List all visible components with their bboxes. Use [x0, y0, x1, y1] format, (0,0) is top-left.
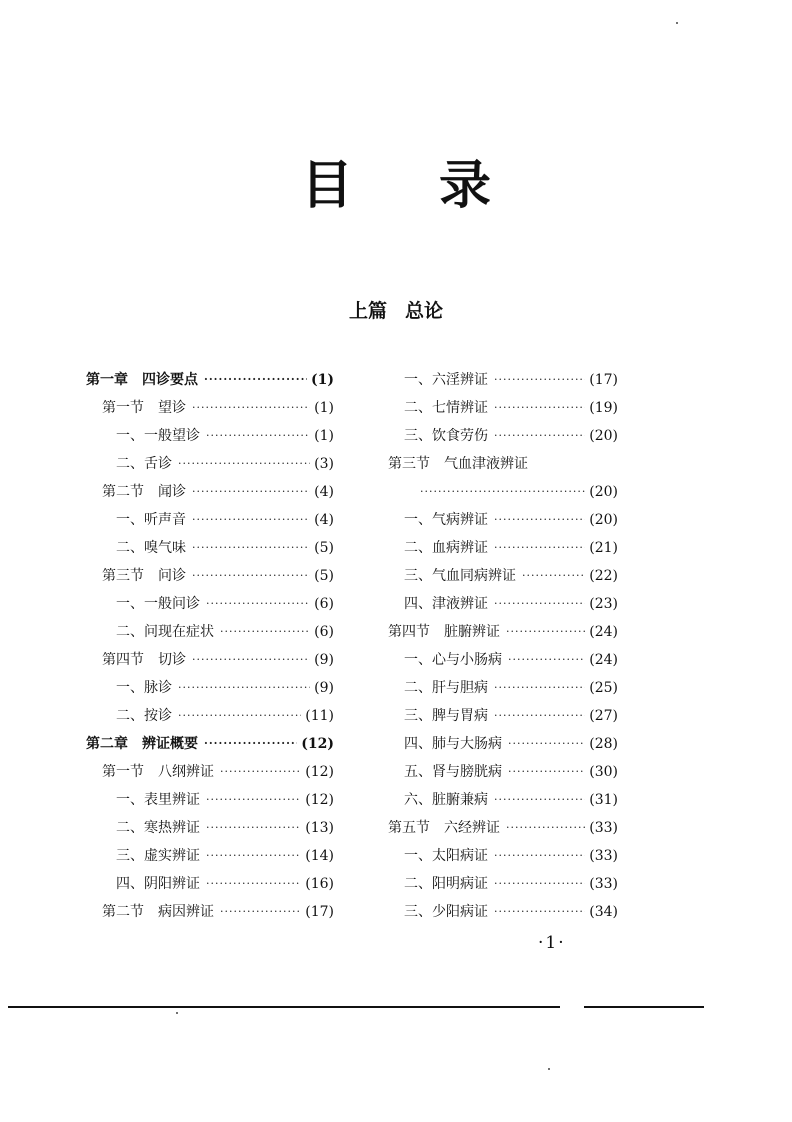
toc-leader-dots	[206, 814, 301, 842]
toc-entry	[386, 758, 618, 786]
toc-entry	[86, 786, 334, 814]
toc-entry-label: 三、虚实辨证	[116, 848, 200, 864]
toc-left-column	[86, 366, 334, 926]
toc-entry-label: 一、一般望诊	[116, 428, 200, 444]
toc-entry-label: 四、阴阳辨证	[116, 876, 200, 892]
toc-leader-dots	[220, 898, 301, 926]
toc-entry	[386, 786, 618, 814]
toc-entry-label: 一、心与小肠病	[404, 652, 502, 668]
toc-entry	[386, 590, 618, 618]
toc-leader-dots	[192, 394, 310, 422]
toc-leader-dots	[506, 618, 585, 646]
toc-entry	[86, 646, 334, 674]
toc-entry	[86, 814, 334, 842]
toc-entry	[86, 562, 334, 590]
toc-entry-page: (6)	[314, 596, 334, 612]
section-part: 上篇	[348, 300, 387, 322]
toc-entry-page: (20)	[589, 428, 618, 444]
title-char-2: 录	[439, 155, 492, 216]
toc-leader-dots	[508, 758, 585, 786]
toc-entry	[86, 534, 334, 562]
toc-leader-dots	[206, 590, 310, 618]
bottom-rule-left	[8, 1006, 560, 1008]
title-char-1: 目	[300, 155, 353, 216]
toc-leader-dots	[178, 702, 301, 730]
toc-leader-dots	[494, 870, 585, 898]
toc-entry-label: 一、气病辨证	[404, 512, 488, 528]
toc-entry-page: (24)	[589, 652, 618, 668]
page-title	[0, 143, 792, 218]
toc-entry-page: (3)	[314, 456, 334, 472]
speck	[548, 1068, 550, 1070]
toc-entry-page: (1)	[314, 400, 334, 416]
toc-entry-label: 一、表里辨证	[116, 792, 200, 808]
toc-entry	[86, 506, 334, 534]
toc-entry-label: 三、饮食劳伤	[404, 428, 488, 444]
toc-leader-dots	[220, 758, 301, 786]
toc-entry	[386, 618, 618, 646]
toc-entry	[86, 478, 334, 506]
toc-entry-page: (19)	[589, 400, 618, 416]
toc-entry	[386, 366, 618, 394]
toc-entry-page: (6)	[314, 624, 334, 640]
toc-entry-page: (5)	[314, 540, 334, 556]
toc-leader-dots	[420, 478, 585, 506]
toc-entry-page: (33)	[589, 820, 618, 836]
toc-entry-page: (1)	[314, 428, 334, 444]
toc-entry-label: 二、嗅气味	[116, 540, 186, 556]
toc-leader-dots	[204, 730, 297, 758]
toc-entry	[86, 758, 334, 786]
toc-leader-dots	[508, 730, 585, 758]
toc-entry-page: (9)	[314, 680, 334, 696]
toc-entry	[86, 422, 334, 450]
toc-entry	[86, 366, 334, 394]
toc-entry	[386, 674, 618, 702]
toc-entry-label: 一、太阳病证	[404, 848, 488, 864]
toc-entry-page: (22)	[589, 568, 618, 584]
toc-entry-page: (21)	[589, 540, 618, 556]
toc-entry	[86, 590, 334, 618]
toc-entry-page: (31)	[589, 792, 618, 808]
toc-entry-page: (33)	[589, 876, 618, 892]
toc-entry	[86, 730, 334, 758]
toc-entry-page: (12)	[301, 736, 334, 752]
toc-leader-dots	[494, 422, 585, 450]
toc-entry	[86, 870, 334, 898]
toc-entry	[386, 506, 618, 534]
toc-entry	[386, 394, 618, 422]
toc-entry-page: (12)	[305, 792, 334, 808]
toc-entry-page: (20)	[589, 484, 618, 500]
toc-entry-label: 第四节 脏腑辨证	[388, 624, 500, 640]
toc-entry-label: 第一节 望诊	[102, 400, 186, 416]
toc-entry-page: (9)	[314, 652, 334, 668]
toc-leader-dots	[494, 590, 585, 618]
toc-entry-label: 一、一般问诊	[116, 596, 200, 612]
toc-entry-page: (27)	[589, 708, 618, 724]
section-heading	[0, 296, 792, 323]
toc-entry	[386, 842, 618, 870]
toc-leader-dots	[192, 478, 310, 506]
toc-entry	[386, 870, 618, 898]
bottom-rule-right	[584, 1006, 704, 1008]
toc-leader-dots	[508, 646, 585, 674]
toc-leader-dots	[206, 870, 301, 898]
toc-entry	[386, 562, 618, 590]
toc-entry-page: (17)	[305, 904, 334, 920]
toc-entry	[86, 842, 334, 870]
toc-leader-dots	[494, 898, 585, 926]
toc-entry	[86, 450, 334, 478]
toc-leader-dots	[494, 366, 585, 394]
toc-entry-page: (4)	[314, 512, 334, 528]
toc-entry-page: (16)	[305, 876, 334, 892]
toc-entry-label: 三、少阳病证	[404, 904, 488, 920]
toc-leader-dots	[506, 814, 585, 842]
toc-entry-label: 二、阳明病证	[404, 876, 488, 892]
toc-entry-label: 二、血病辨证	[404, 540, 488, 556]
toc-leader-dots	[192, 506, 310, 534]
toc-entry-label: 四、肺与大肠病	[404, 736, 502, 752]
toc-entry	[386, 814, 618, 842]
toc-entry-label: 三、脾与胃病	[404, 708, 488, 724]
toc-entry-label: 第二章 辨证概要	[86, 736, 198, 752]
toc-entry	[386, 898, 618, 926]
toc-leader-dots	[494, 786, 585, 814]
toc-entry	[86, 898, 334, 926]
page-number: ·1·	[538, 933, 566, 953]
toc-entry	[386, 478, 618, 506]
toc-leader-dots	[220, 618, 310, 646]
toc-entry-page: (25)	[589, 680, 618, 696]
toc-entry-page: (1)	[311, 372, 334, 388]
toc-leader-dots	[192, 534, 310, 562]
toc-entry-label: 一、脉诊	[116, 680, 172, 696]
toc-right-column	[386, 366, 618, 926]
toc-entry	[386, 702, 618, 730]
toc-leader-dots	[204, 366, 307, 394]
toc-entry-page: (23)	[589, 596, 618, 612]
toc-leader-dots	[494, 506, 585, 534]
speck	[176, 1012, 178, 1014]
toc-entry-label: 第三节 气血津液辨证	[388, 456, 528, 472]
toc-entry-page: (4)	[314, 484, 334, 500]
toc-leader-dots	[494, 702, 585, 730]
toc-entry-page: (14)	[305, 848, 334, 864]
toc-entry-label: 一、听声音	[116, 512, 186, 528]
toc-entry	[386, 646, 618, 674]
toc-entry-label: 五、肾与膀胱病	[404, 764, 502, 780]
toc-entry-page: (34)	[589, 904, 618, 920]
toc-leader-dots	[206, 842, 301, 870]
toc-entry-label: 第二节 病因辨证	[102, 904, 214, 920]
toc-leader-dots	[178, 450, 310, 478]
toc-entry	[86, 394, 334, 422]
toc-entry-page: (11)	[305, 708, 334, 724]
toc-entry	[386, 422, 618, 450]
speck	[676, 22, 678, 24]
toc-entry	[386, 534, 618, 562]
toc-entry-label: 二、舌诊	[116, 456, 172, 472]
toc-entry-page: (13)	[305, 820, 334, 836]
toc-entry-page: (12)	[305, 764, 334, 780]
toc-entry-page: (24)	[589, 624, 618, 640]
toc-leader-dots	[522, 562, 585, 590]
toc-entry-label: 二、肝与胆病	[404, 680, 488, 696]
toc-leader-dots	[192, 646, 310, 674]
toc-leader-dots	[494, 842, 585, 870]
toc-entry-label: 第二节 闻诊	[102, 484, 186, 500]
toc-entry-label: 二、按诊	[116, 708, 172, 724]
toc-entry-label: 四、津液辨证	[404, 596, 488, 612]
toc-entry-page: (30)	[589, 764, 618, 780]
toc-leader-dots	[206, 786, 301, 814]
toc-leader-dots	[178, 674, 310, 702]
toc-entry-label: 二、寒热辨证	[116, 820, 200, 836]
toc-entry	[386, 730, 618, 758]
toc-entry-page: (28)	[589, 736, 618, 752]
toc-entry	[386, 450, 618, 478]
toc-entry-label: 第一节 八纲辨证	[102, 764, 214, 780]
toc-entry-page: (33)	[589, 848, 618, 864]
toc-entry-label: 第三节 问诊	[102, 568, 186, 584]
toc-leader-dots	[192, 562, 310, 590]
toc-leader-dots	[494, 534, 585, 562]
toc-leader-dots	[206, 422, 310, 450]
toc-entry-label: 六、脏腑兼病	[404, 792, 488, 808]
toc-entry-label: 一、六淫辨证	[404, 372, 488, 388]
toc-entry-page: (20)	[589, 512, 618, 528]
toc-entry-label: 第五节 六经辨证	[388, 820, 500, 836]
toc-entry-label: 三、气血同病辨证	[404, 568, 516, 584]
section-name: 总论	[405, 300, 444, 322]
toc-entry-label: 第四节 切诊	[102, 652, 186, 668]
toc-leader-dots	[494, 674, 585, 702]
toc-entry-label: 二、问现在症状	[116, 624, 214, 640]
toc-entry	[86, 674, 334, 702]
toc-entry-page: (17)	[589, 372, 618, 388]
toc-entry	[86, 618, 334, 646]
toc-leader-dots	[494, 394, 585, 422]
toc-entry-page: (5)	[314, 568, 334, 584]
toc-entry-label: 二、七情辨证	[404, 400, 488, 416]
toc-entry	[86, 702, 334, 730]
toc-entry-label: 第一章 四诊要点	[86, 372, 198, 388]
